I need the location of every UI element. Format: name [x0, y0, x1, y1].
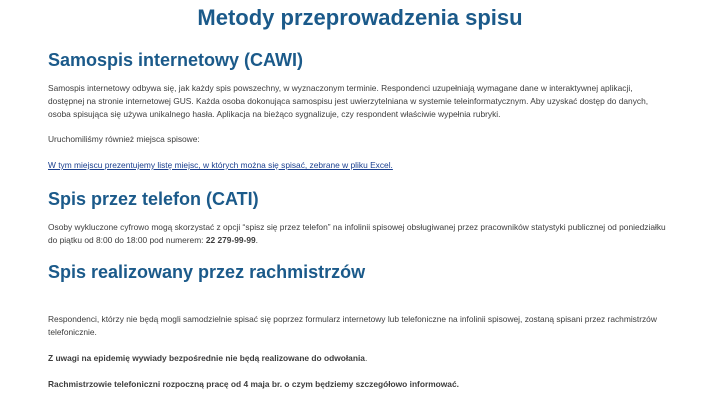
cati-period: . — [255, 235, 258, 245]
page-title: Metody przeprowadzenia spisu — [197, 5, 523, 30]
cawi-link-paragraph — [48, 159, 668, 172]
epidemic-note-period: . — [364, 353, 368, 363]
cawi-paragraph: Samospis internetowy odbywa się, jak każdy spis powszechny, w wyznaczonym terminie. Respondenci uzupełniają wymagane dane w interaktywnej aplikacji, dostępnej na stronie internetowej GUS. Każda osoba dokonująca samospisu jest uwierzytelniana w systemie teleinformatycznym. Aby uzyskać dostęp do danych, osoba spisująca się używa unikalnego hasła. Aplikacja na bieżąco sygnalizuje, czy respondent właściwie wypełnia rubryki. — [48, 83, 649, 119]
cati-phone: 22 279-99-99 — [205, 235, 256, 245]
rachmistrz-epidemic-note — [48, 352, 668, 365]
cawi-places-intro: Uruchomiliśmy również miejsca spisowe: — [48, 134, 200, 144]
cawi-heading: Samospis internetowy (CAWI) — [48, 50, 304, 70]
rachmistrz-start-note — [48, 378, 668, 391]
cati-heading: Spis przez telefon (CATI) — [48, 189, 259, 209]
places-list-link[interactable]: W tym miejscu prezentujemy listę miejsc, w których można się spisać, zebrane w pliku Excel. — [48, 160, 393, 170]
cati-paragraph — [48, 221, 668, 247]
rachmistrz-paragraph: Respondenci, którzy nie będą mogli samodzielnie spisać się poprzez formularz internetowy lub telefoniczne na infolinii spisowej, zostaną spisani przez rachmistrzów telefonicznie. — [48, 314, 657, 337]
rachmistrz-heading: Spis realizowany przez rachmistrzów — [48, 262, 366, 282]
epidemic-note-text: Z uwagi na epidemię wywiady bezpośrednie nie będą realizowane do odwołania — [48, 353, 365, 363]
cati-text: Osoby wykluczone cyfrowo mogą skorzystać z opcji “spisz się przez telefon” na infolinii spisowej obsługiwanej przez pracowników statystyki publicznej od poniedziałku do piątku od 8:00 do 18:00 pod numerem: — [48, 222, 666, 245]
start-note-text: Rachmistrzowie telefoniczni rozpoczną pracę od 4 maja br. o czym będziemy szczegółowo informować. — [48, 379, 459, 389]
